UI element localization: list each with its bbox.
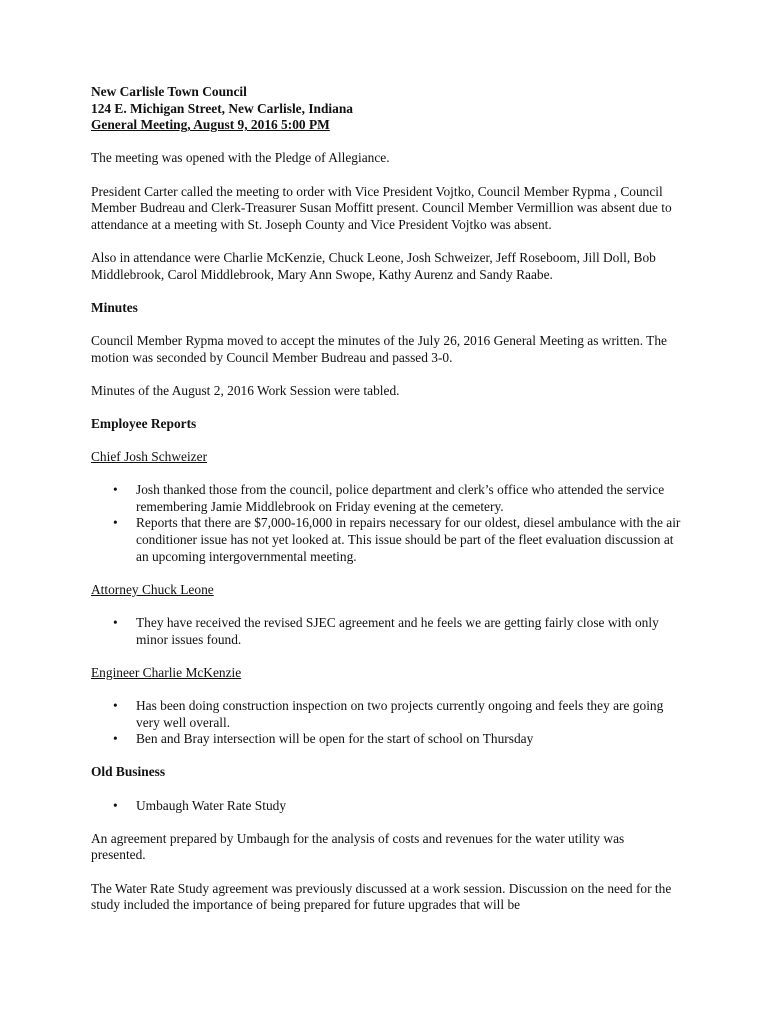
paragraph-opened: The meeting was opened with the Pledge of Allegiance.	[91, 150, 390, 166]
engineer-report-list	[91, 698, 681, 748]
old-business-heading: Old Business	[91, 764, 166, 780]
attorney-subheading: Attorney Chuck Leone	[91, 581, 214, 597]
bullet-icon: •	[113, 697, 118, 713]
list-item-text: Reports that there are $7,000-16,000 in repairs necessary for our oldest, diesel ambulance with the air conditioner issue has not yet looked at. This issue should be part of the fleet evaluation discussion at an upcoming intergovernmental meeting.	[136, 515, 681, 564]
bullet-icon: •	[113, 515, 118, 531]
document-body	[91, 84, 681, 930]
minutes-heading: Minutes	[91, 299, 138, 315]
chief-subheading: Chief Josh Schweizer	[91, 449, 208, 465]
list-item-text: Josh thanked those from the council, police department and clerk’s office who attended the service remembering Jamie Middlebrook on Friday evening at the cemetery.	[136, 482, 665, 514]
list-item	[91, 798, 681, 815]
list-item-text: Has been doing construction inspection on two projects currently ongoing and feels they are going very well overall.	[136, 697, 664, 730]
chief-report-list	[91, 482, 681, 565]
council-name: New Carlisle Town Council	[91, 84, 247, 99]
minutes-paragraph-2: Minutes of the August 2, 2016 Work Session were tabled.	[91, 382, 400, 398]
bullet-icon: •	[113, 797, 118, 813]
paragraph-attendance: Also in attendance were Charlie McKenzie, Chuck Leone, Josh Schweizer, Jeff Roseboom, Jill Doll, Bob Middlebrook, Carol Middlebrook, Mary Ann Swope, Kathy Aurenz and Sandy Raabe.	[91, 249, 656, 282]
engineer-subheading: Engineer Charlie McKenzie	[91, 664, 242, 680]
old-business-paragraph-2: The Water Rate Study agreement was previously discussed at a work session. Discussion on the need for the study included the importance of being prepared for future upgrades that will be	[91, 880, 672, 913]
meeting-title: General Meeting, August 9, 2016 5:00 PM	[91, 117, 330, 133]
list-item-text: They have received the revised SJEC agreement and he feels we are getting fairly close with only minor issues found.	[136, 615, 659, 647]
bullet-icon: •	[113, 731, 118, 747]
list-item-text: Umbaugh Water Rate Study	[136, 797, 287, 813]
employee-reports-heading: Employee Reports	[91, 415, 197, 431]
list-item	[91, 731, 681, 748]
paragraph-call-to-order: President Carter called the meeting to order with Vice President Vojtko, Council Member Rypma , Council Member Budreau and Clerk-Treasurer Susan Moffitt present. Council Member Vermillion was absent due to attendance at a meeting with St. Joseph County and Vice President Vojtko was absent.	[91, 183, 672, 232]
council-address: 124 E. Michigan Street, New Carlisle, Indiana	[91, 100, 353, 116]
list-item	[91, 615, 681, 648]
list-item	[91, 515, 681, 565]
document-header	[91, 84, 681, 134]
old-business-paragraph-1: An agreement prepared by Umbaugh for the analysis of costs and revenues for the water utility was presented.	[91, 830, 625, 863]
old-business-list	[91, 798, 681, 815]
list-item	[91, 698, 681, 731]
minutes-paragraph-1: Council Member Rypma moved to accept the minutes of the July 26, 2016 General Meeting as written. The motion was seconded by Council Member Budreau and passed 3-0.	[91, 332, 667, 365]
list-item	[91, 482, 681, 515]
bullet-icon: •	[113, 615, 118, 630]
list-item-text: Ben and Bray intersection will be open for the start of school on Thursday	[136, 731, 534, 747]
bullet-icon: •	[113, 482, 118, 498]
attorney-report-list	[91, 615, 681, 648]
